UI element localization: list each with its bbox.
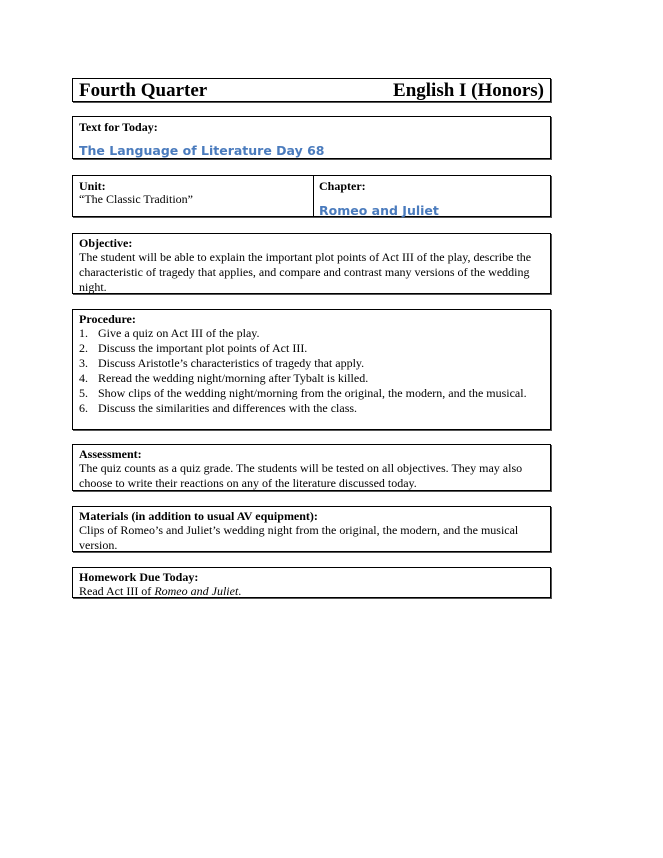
header-box bbox=[72, 78, 551, 102]
unit-chapter-divider bbox=[313, 176, 314, 216]
text-for-today-value: The Language of Literature Day 68 bbox=[79, 143, 325, 158]
homework-title: Romeo and Juliet bbox=[154, 584, 239, 598]
step-text: Give a quiz on Act III of the play. bbox=[98, 326, 260, 340]
procedure-step bbox=[79, 371, 544, 386]
text-for-today-label: Text for Today: bbox=[79, 120, 158, 134]
step-text: Discuss the important plot points of Act III. bbox=[98, 341, 308, 355]
objective-label: Objective: bbox=[79, 236, 133, 250]
step-text: Show clips of the wedding night/morning from the original, the modern, and the musical. bbox=[98, 386, 527, 400]
step-text: Discuss the similarities and differences with the class. bbox=[98, 401, 358, 415]
step-text: Reread the wedding night/morning after Tybalt is killed. bbox=[98, 371, 369, 385]
step-number: 5. bbox=[79, 386, 88, 400]
procedure-step bbox=[79, 401, 544, 416]
unit-chapter-box bbox=[72, 175, 551, 217]
unit-value: “The Classic Tradition” bbox=[79, 192, 193, 206]
step-number: 2. bbox=[79, 341, 88, 355]
step-number: 4. bbox=[79, 371, 88, 385]
step-number: 6. bbox=[79, 401, 88, 415]
homework-label: Homework Due Today: bbox=[79, 570, 199, 584]
procedure-box bbox=[72, 309, 551, 430]
assessment-label: Assessment: bbox=[79, 447, 142, 461]
unit-label: Unit: bbox=[79, 179, 106, 193]
homework-text bbox=[79, 584, 544, 599]
materials-box bbox=[72, 506, 551, 552]
homework-suffix: . bbox=[238, 584, 242, 598]
objective-box bbox=[72, 233, 551, 294]
quarter-title: Fourth Quarter bbox=[79, 80, 208, 101]
assessment-text: The quiz counts as a quiz grade. The students will be tested on all objectives. They may also choose to write their reactions on any of the literature discussed today. bbox=[79, 461, 523, 490]
procedure-steps bbox=[79, 326, 544, 416]
step-number: 1. bbox=[79, 326, 88, 340]
procedure-step bbox=[79, 341, 544, 356]
procedure-step bbox=[79, 386, 544, 401]
homework-prefix: Read Act III of bbox=[79, 584, 155, 598]
step-text: Discuss Aristotle’s characteristics of tragedy that apply. bbox=[98, 356, 365, 370]
materials-text: Clips of Romeo’s and Juliet’s wedding night from the original, the modern, and the musical version. bbox=[79, 523, 519, 552]
chapter-value: Romeo and Juliet bbox=[319, 203, 439, 218]
course-title: English I (Honors) bbox=[393, 80, 544, 101]
procedure-step bbox=[79, 356, 544, 371]
chapter-label: Chapter: bbox=[319, 179, 366, 193]
objective-text: The student will be able to explain the important plot points of Act III of the play, describe the characteristic of tragedy that applies, and compare and contrast many versions of the wedding night. bbox=[79, 250, 532, 294]
procedure-label: Procedure: bbox=[79, 312, 136, 326]
assessment-box bbox=[72, 444, 551, 491]
materials-label: Materials (in addition to usual AV equipment): bbox=[79, 509, 318, 523]
homework-box bbox=[72, 567, 551, 598]
text-for-today-box bbox=[72, 116, 551, 159]
procedure-step bbox=[79, 326, 544, 341]
step-number: 3. bbox=[79, 356, 88, 370]
